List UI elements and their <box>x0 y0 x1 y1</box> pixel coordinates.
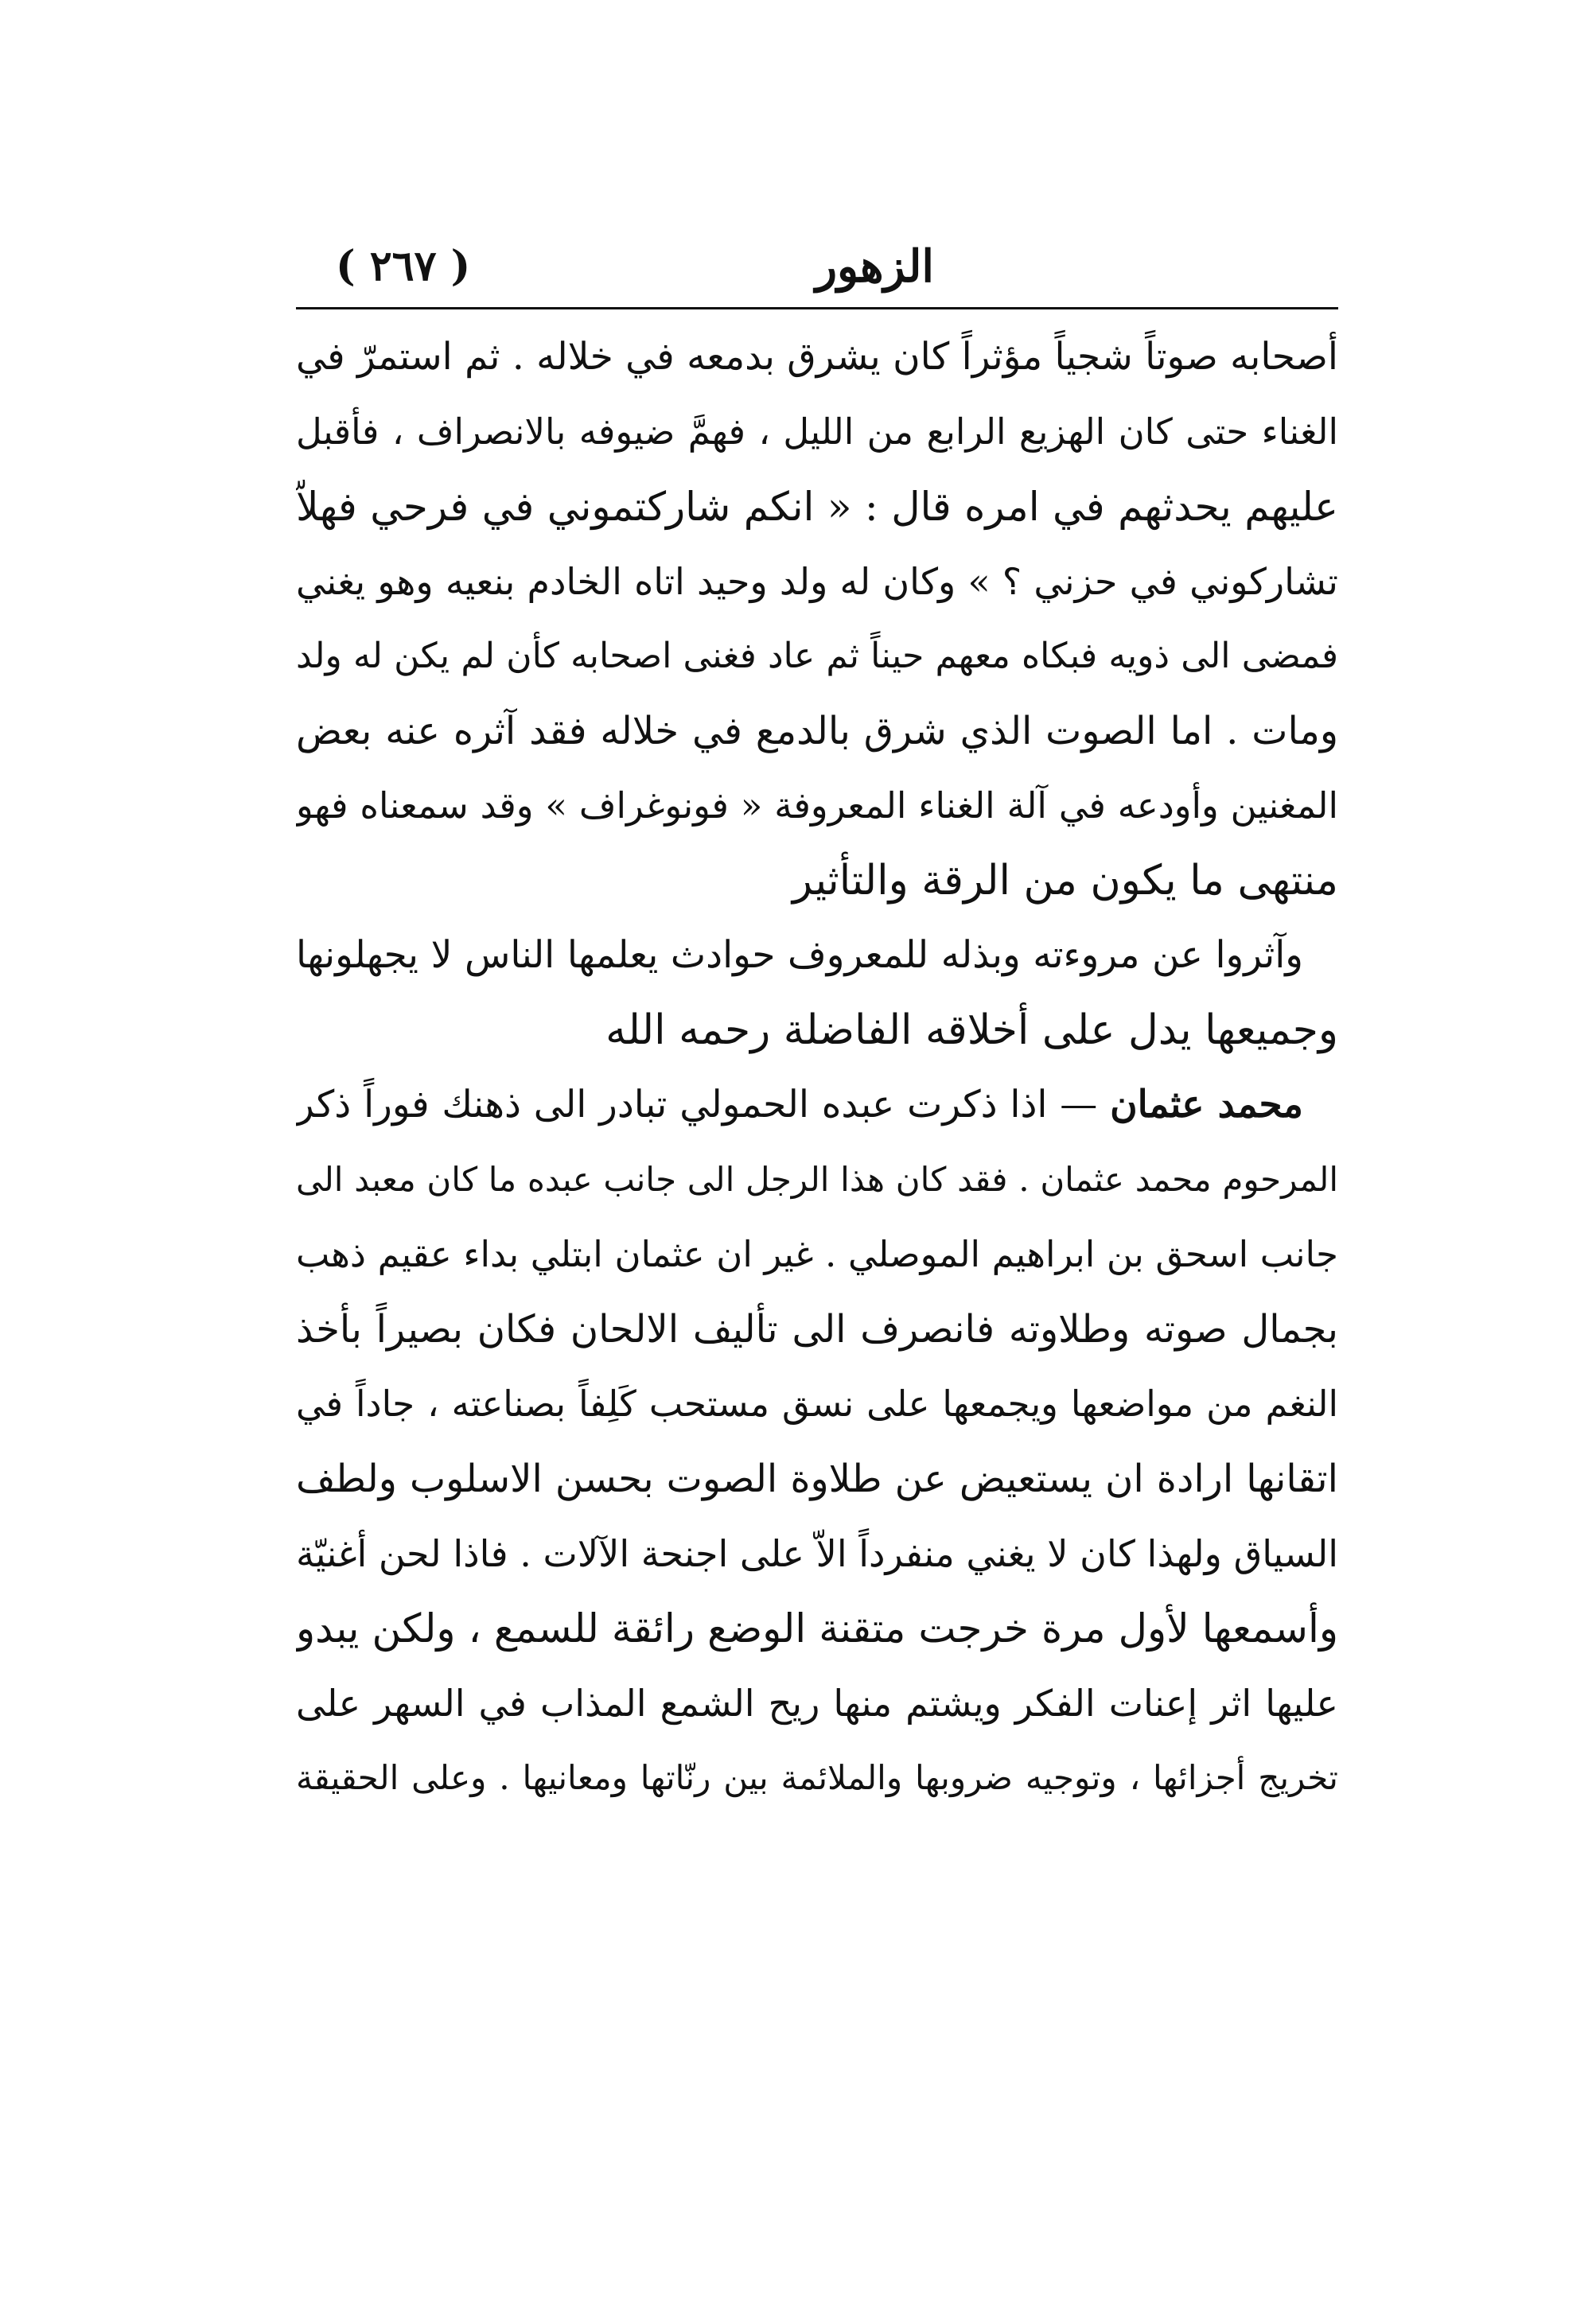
text-line: اتقانها ارادة ان يستعيض عن طلاوة الصوت بحسن الاسلوب ولطف <box>296 1457 1338 1501</box>
text-line: السياق ولهذا كان لا يغني منفرداً الاّ على اجنحة الآلات . فاذا لحن أغنيّة <box>296 1532 1338 1575</box>
text-line: تخريج أجزائها ، وتوجيه ضروبها والملائمة بين رنّاتها ومعانيها . وعلى الحقيقة <box>296 1758 1338 1797</box>
text-line: وآثروا عن مروءته وبذله للمعروف حوادث يعلمها الناس لا يجهلونها <box>296 933 1303 977</box>
text-line: المغنين وأودعه في آلة الغناء المعروفة « فونوغراف » وقد سمعناه فهو <box>296 784 1338 827</box>
text-line: ومات . اما الصوت الذي شرق بالدمع في خلاله فقد آثره عنه بعض <box>296 709 1338 753</box>
running-title: الزهور <box>815 240 934 293</box>
text-line: وأسمعها لأول مرة خرجت متقنة الوضع رائقة للسمع ، ولكن يبدو <box>296 1605 1338 1652</box>
text-line: بجمال صوته وطلاوته فانصرف الى تأليف الالحان فكان بصيراً بأخذ <box>296 1307 1338 1352</box>
header-rule <box>296 307 1338 309</box>
section-first-line-text: — اذا ذكرت عبده الحمولي تبادر الى ذهنك فوراً ذكر <box>296 1083 1111 1126</box>
text-line: عليهم يحدثهم في امره قال : « انكم شاركتموني في فرحي فهلاّ <box>296 484 1338 530</box>
text-line: وجميعها يدل على أخلاقه الفاضلة رحمه الله <box>605 1006 1338 1054</box>
text-line: عليها اثر إعنات الفكر ويشتم منها ريح الشمع المذاب في السهر على <box>296 1682 1338 1725</box>
section-first-line <box>296 1068 1338 1142</box>
text-line: منتهى ما يكون من الرقة والتأثير <box>792 857 1338 905</box>
page-number: ( ٢٦٧ ) <box>336 242 471 290</box>
text-line: النغم من مواضعها ويجمعها على نسق مستحب كَلِفاً بصناعته ، جاداً في <box>296 1383 1338 1425</box>
page-body <box>296 320 1338 1815</box>
text-line: تشاركوني في حزني ؟ » وكان له ولد وحيد اتاه الخادم بنعيه وهو يغني <box>296 560 1338 603</box>
text-line: المرحوم محمد عثمان . فقد كان هذا الرجل الى جانب عبده ما كان معبد الى <box>296 1160 1338 1199</box>
text-line: فمضى الى ذويه فبكاه معهم حيناً ثم عاد فغنى اصحابه كأن لم يكن له ولد <box>296 636 1338 676</box>
section-lead-name: محمد عثمان <box>1110 1083 1303 1126</box>
page-header <box>296 232 1338 301</box>
text-line: جانب اسحق بن ابراهيم الموصلي . غير ان عثمان ابتلي بداء عقيم ذهب <box>296 1233 1338 1275</box>
text-line: الغناء حتى كان الهزيع الرابع من الليل ، فهمَّ ضيوفه بالانصراف ، فأقبل <box>296 410 1338 453</box>
text-line: أصحابه صوتاً شجياً مؤثراً كان يشرق بدمعه في خلاله . ثم استمرّ في <box>296 335 1338 379</box>
